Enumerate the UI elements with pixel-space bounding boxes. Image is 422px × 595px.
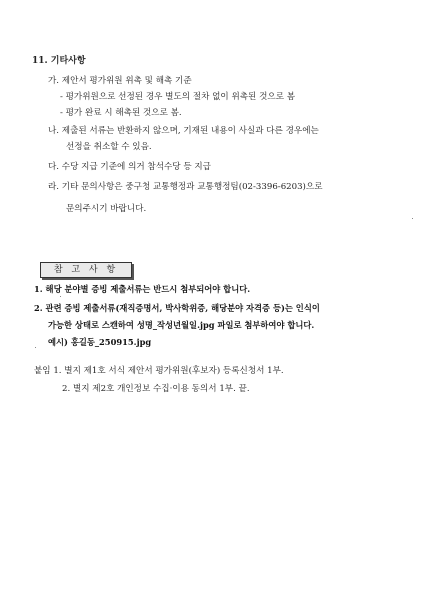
item-na-line-1: 나. 제출된 서류는 반환하지 않으며, 기재된 내용이 사실과 다른 경우에는 xyxy=(48,126,319,136)
item-ga-sub-2: - 평가 완료 시 해촉된 것으로 봄. xyxy=(60,108,182,118)
item-ga: 가. 제안서 평가위원 위촉 및 해촉 기준 xyxy=(48,76,192,86)
reference-heading-box: 참 고 사 항 xyxy=(40,262,132,278)
item-ra-line-2: 문의주시기 바랍니다. xyxy=(66,204,147,214)
section-title: 11. 기타사항 xyxy=(32,56,86,66)
attachment-2: 2. 별지 제2호 개인정보 수집·이용 동의서 1부. 끝. xyxy=(62,384,250,394)
note-2-example: 예시) 홍길동_250915.jpg xyxy=(48,337,152,347)
item-da: 다. 수당 지급 기준에 의거 참석수당 등 지급 xyxy=(48,162,211,172)
note-2-line-1: 2. 관련 증빙 제출서류(재직증명서, 박사학위증, 해당분야 자격증 등)는 인식이 xyxy=(34,303,320,313)
note-1: 1. 해당 분야별 증빙 제출서류는 반드시 첨부되어야 합니다. xyxy=(34,284,251,294)
attachment-1: 붙임 1. 별지 제1호 서식 제안서 평가위원(후보자) 등록신청서 1부. xyxy=(34,366,284,376)
item-ga-sub-1: - 평가위원으로 선정된 경우 별도의 절차 없이 위촉된 것으로 봄 xyxy=(60,92,296,102)
scan-speck xyxy=(60,296,61,297)
note-2-line-2: 가능한 상태로 스캔하여 성명_작성년월일.jpg 파일로 첨부하여야 합니다. xyxy=(48,320,315,330)
item-na-line-2: 선정을 취소할 수 있음. xyxy=(66,142,152,152)
scan-speck xyxy=(412,218,413,219)
item-ra-line-1: 라. 기타 문의사항은 중구청 교통행정과 교통행정팀(02-3396-6203)으로 xyxy=(48,182,323,192)
scan-speck xyxy=(35,347,36,348)
